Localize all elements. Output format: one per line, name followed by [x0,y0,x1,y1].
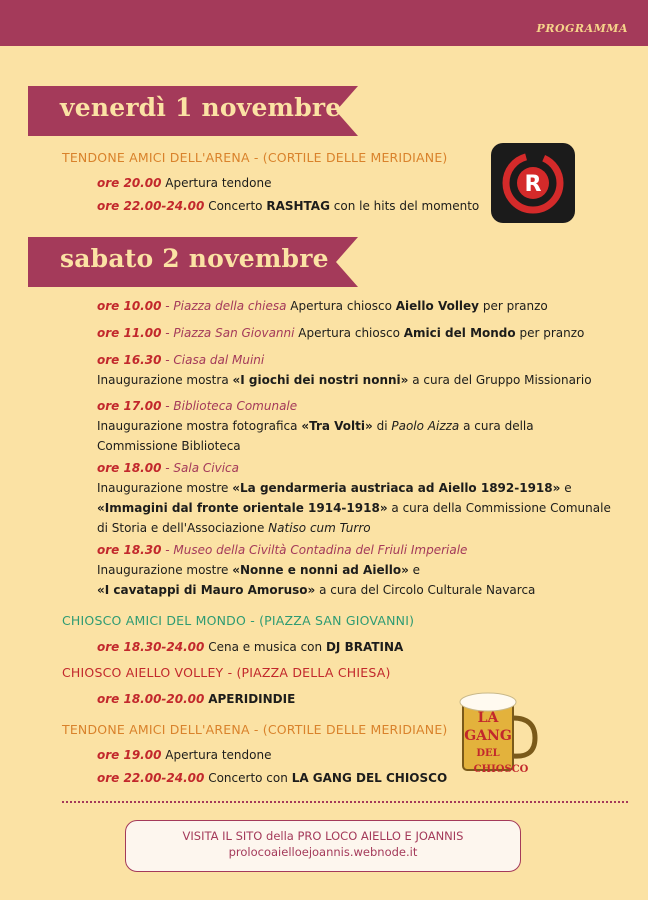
day1-ribbon [28,86,370,136]
list-item: ore 20.00 Apertura tendone [97,176,272,190]
section-label: PROGRAMMA [536,22,628,35]
rashtag-logo [489,141,577,225]
list-item: ore 16.30 - Ciasa dal Muini Inaugurazione mostra «I giochi dei nostri nonni» a cura del Gruppo Missionario [97,353,592,387]
list-item: ore 18.30 - Museo della Civiltà Contadina del Friuli Imperiale Inaugurazione mostre «Nonne e nonni ad Aiello» e «I cavatappi di Mauro Amoruso» a cura del Circolo Culturale Navarca [97,543,536,597]
svg-text:R: R [524,172,542,197]
list-item: ore 18.00 - Sala Civica Inaugurazione mostre «La gendarmeria austriaca ad Aiello 1892-1918» e «Immagini dal fronte orientale 1914-1918» a cura della Commissione Comunale di Storia e dell'Associazione Natiso cum Turro [97,461,611,535]
header-bar [0,0,648,46]
list-item: ore 22.00-24.00 Concerto RASHTAG con le hits del momento [97,199,480,213]
svg-text:LA: LA [477,710,499,726]
list-item: ore 10.00 - Piazza della chiesa Apertura chiosco Aiello Volley per pranzo [97,299,548,313]
tendone2-venue: TENDONE AMICI DELL'ARENA - (CORTILE DELLE MERIDIANE) [62,722,448,737]
chiosco2-venue: CHIOSCO AIELLO VOLLEY - (PIAZZA DELLA CHIESA) [62,665,391,680]
dotted-divider [62,801,628,803]
list-item: ore 18.30-24.00 Cena e musica con DJ BRATINA [97,640,404,654]
footer-line1: VISITA IL SITO della PRO LOCO AIELLO E JOANNIS [182,829,464,843]
footer-box [125,820,521,872]
svg-text:CHIOSCO: CHIOSCO [473,764,529,775]
list-item: ore 22.00-24.00 Concerto con LA GANG DEL CHIOSCO [97,771,448,785]
day2-title: sabato 2 novembre [60,244,329,273]
gang-del-chiosco-logo [455,688,545,778]
list-item: ore 19.00 Apertura tendone [97,748,272,762]
list-item: ore 18.00-20.00 APERIDINDIE [97,692,296,706]
list-item: ore 11.00 - Piazza San Giovanni Apertura chiosco Amici del Mondo per pranzo [97,326,585,340]
day1-title: venerdì 1 novembre [60,93,342,122]
day1-venue: TENDONE AMICI DELL'ARENA - (CORTILE DELLE MERIDIANE) [62,150,448,165]
svg-text:GANG: GANG [464,728,512,744]
day2-ribbon [28,237,370,287]
chiosco1-venue: CHIOSCO AMICI DEL MONDO - (PIAZZA SAN GIOVANNI) [62,613,415,628]
svg-text:DEL: DEL [476,748,500,759]
footer-website-link[interactable]: prolocoaielloejoannis.webnode.it [228,845,418,859]
list-item: ore 17.00 - Biblioteca Comunale Inaugurazione mostra fotografica «Tra Volti» di Paolo Aizza a cura della Commissione Biblioteca [97,399,534,453]
